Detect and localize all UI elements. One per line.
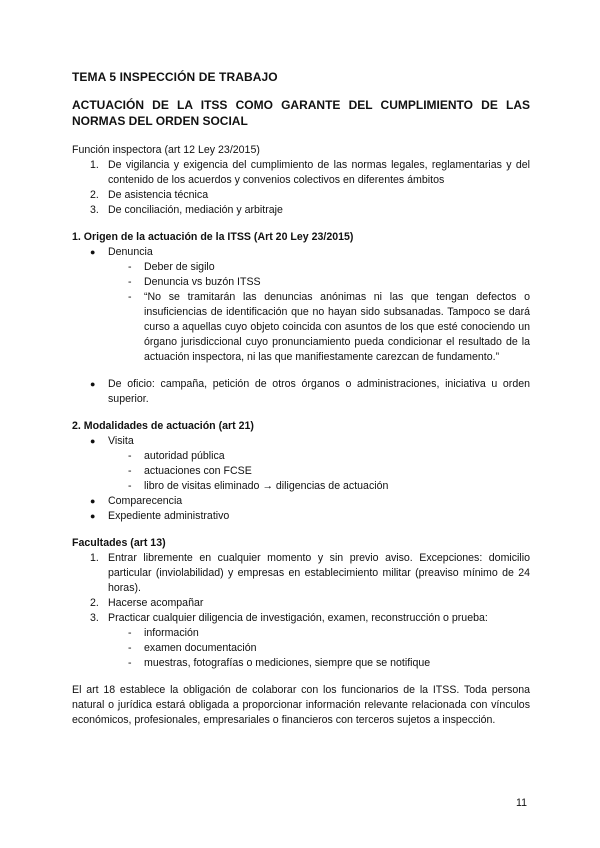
bullet-icon: ● (90, 247, 96, 257)
list-item: 1. Entrar libremente en cualquier momento y sin previo aviso. Excepciones: domicilio particular (inviolabilidad) y empresas en establecimiento militar (preaviso mínimo de 24 horas). (90, 552, 530, 594)
bullet-icon: ● (90, 379, 96, 389)
list-number: 2. (90, 189, 99, 201)
list-item: 3. De conciliación, mediación y arbitraje (90, 204, 283, 216)
list-number: 2. (90, 597, 99, 609)
modalidades-list-2 (72, 494, 530, 524)
dash-marker: - (128, 657, 132, 669)
list-item: ● Visita (90, 435, 134, 447)
art18-paragraph: El art 18 establece la obligación de colaborar con los funcionarios de la ITSS. Toda persona natural o jurídica estará obligada a proporcionar información relevante relacionada con vínculos económicos, profesionales, empresariales o financieros con terceros sujetos a inspección. (72, 684, 530, 726)
funcion-intro: Función inspectora (art 12 Ley 23/2015) (72, 144, 260, 156)
modalidades-heading: 2. Modalidades de actuación (art 21) (72, 420, 254, 432)
list-item: - información (128, 627, 199, 639)
oficio-list (72, 377, 530, 407)
bullet-icon: ● (90, 496, 96, 506)
dash-marker: - (128, 642, 132, 654)
list-number: 3. (90, 204, 99, 216)
list-item: 2. De asistencia técnica (90, 189, 209, 201)
list-item: - autoridad pública (128, 450, 225, 462)
document-page (72, 70, 530, 728)
dash-marker: - (128, 291, 132, 303)
list-item: 1. De vigilancia y exigencia del cumplimiento de las normas legales, reglamentarias y del contenido de los acuerdos y convenios colectivos en diferentes ámbitos (90, 159, 530, 186)
list-item: ● Expediente administrativo (90, 510, 230, 522)
list-item: ● De oficio: campaña, petición de otros órganos o administraciones, iniciativa u orden superior. (90, 378, 530, 405)
list-item: - libro de visitas eliminado → diligencias de actuación (128, 480, 389, 492)
list-item: - “No se tramitarán las denuncias anónimas ni las que tengan defectos o insuficiencias de identificación que no hayan sido subsanadas. Tampoco se dará curso a aquellas cuyo objeto coincida con asuntos de los que esté conociendo un órgano jurisdiccional cuyo pronunciamiento pueda condicionar el resultado de la actuación inspectora, ni las que manifiestamente carezcan de fundamento.” (128, 291, 530, 363)
list-number: 1. (90, 159, 99, 171)
dash-marker: - (128, 465, 132, 477)
bullet-icon: ● (90, 511, 96, 521)
list-item: - actuaciones con FCSE (128, 465, 252, 477)
dash-marker: - (128, 276, 132, 288)
origen-heading: 1. Origen de la actuación de la ITSS (Art 20 Ley 23/2015) (72, 231, 354, 243)
funcion-list (72, 158, 530, 218)
section-subtitle: ACTUACIÓN DE LA ITSS COMO GARANTE DEL CUMPLIMIENTO DE LAS NORMAS DEL ORDEN SOCIAL (72, 98, 530, 128)
list-item: 2. Hacerse acompañar (90, 597, 204, 609)
dash-marker: - (128, 450, 132, 462)
facultades-sublist (72, 626, 530, 671)
origen-list (72, 245, 530, 260)
list-item: ● Comparecencia (90, 495, 183, 507)
list-item: - Denuncia vs buzón ITSS (128, 276, 261, 288)
denuncia-sublist (72, 260, 530, 365)
list-item: - Deber de sigilo (128, 261, 215, 273)
list-item: - muestras, fotografías o mediciones, siempre que se notifique (128, 657, 431, 669)
bullet-icon: ● (90, 436, 96, 446)
visita-sublist (72, 449, 530, 494)
page-number: 11 (516, 797, 527, 809)
dash-marker: - (128, 627, 132, 639)
dash-marker: - (128, 261, 132, 273)
facultades-list (72, 551, 530, 626)
list-item: ● Denuncia (90, 246, 153, 258)
document-title: TEMA 5 INSPECCIÓN DE TRABAJO (72, 70, 278, 84)
modalidades-list (72, 434, 530, 449)
dash-marker: - (128, 480, 132, 492)
list-number: 1. (90, 552, 99, 564)
list-number: 3. (90, 612, 99, 624)
facultades-heading: Facultades (art 13) (72, 537, 166, 549)
list-item: 3. Practicar cualquier diligencia de investigación, examen, reconstrucción o prueba: (90, 612, 488, 624)
list-item: - examen documentación (128, 642, 257, 654)
